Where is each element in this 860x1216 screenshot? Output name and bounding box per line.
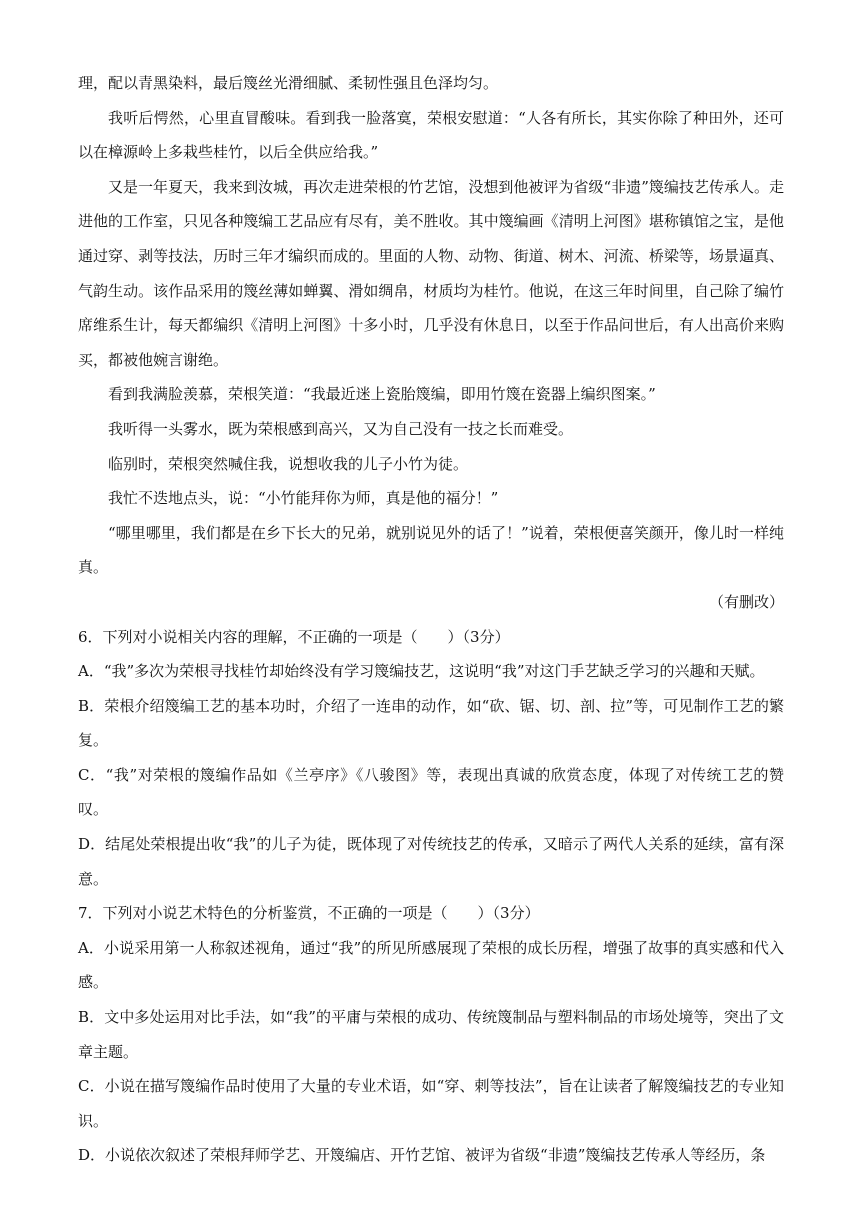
- story-paragraph: 又是一年夏天，我来到汝城，再次走进荣根的竹艺馆，没想到他被评为省级“非遗”篾编技艺传承人。走进他的工作室，只见各种篾编工艺品应有尽有，美不胜收。其中篾编画《清明上河图》堪称镇馆之宝，是他通过穿、剥等技法，历时三年才编织而成的。里面的人物、动物、街道、树木、河流、桥梁等，场景逼真、气韵生动。该作品采用的篾丝薄如蝉翼、滑如绸帛，材质均为桂竹。他说，在这三年时间里，自己除了编竹席维系生计，每天都编织《清明上河图》十多小时，几乎没有休息日，以至于作品问世后，有人出高价来购买，都被他婉言谢绝。: [78, 177, 784, 369]
- story-paragraph: 我听得一头雾水，既为荣根感到高兴，又为自己没有一技之长而难受。: [108, 419, 574, 438]
- story-paragraph: 我忙不迭地点头，说：“小竹能拜你为师，真是他的福分！”: [108, 489, 499, 508]
- question-option-c: C．小说在描写篾编作品时使用了大量的专业术语，如“穿、剌等技法”，旨在让读者了解篾编技艺的专业知识。: [78, 1077, 784, 1130]
- question-option-b: B．文中多处运用对比手法，如“我”的平庸与荣根的成功、传统篾制品与塑料制品的市场处境等，突出了文章主题。: [78, 1008, 784, 1061]
- story-paragraph: “哪里哪里，我们都是在乡下长大的兄弟，就别说见外的话了！”说着，荣根便喜笑颜开，像儿时一样纯真。: [78, 523, 784, 577]
- question-option-a: A．小说采用第一人称叙述视角，通过“我”的所见所感展现了荣根的成长历程，增强了故事的真实感和代入感。: [78, 938, 784, 992]
- question-option-a: A．“我”多次为荣根寻找桂竹却始终没有学习篾编技艺，这说明“我”对这门手艺缺乏学习的兴趣和天赋。: [78, 662, 765, 681]
- story-paragraph: 我听后愕然，心里直冒酸味。看到我一脸落寞，荣根安慰道：“人各有所长，其实你除了种田外，还可以在樟源岭上多栽些桂竹，以后全供应给我。”: [78, 108, 784, 162]
- question-stem: 6．下列对小说相关内容的理解，不正确的一项是（ ）（3分）: [78, 627, 510, 646]
- question-option-d: D．小说依次叙述了荣根拜师学艺、开篾编店、开竹艺馆、被评为省级“非遗”篾编技艺传承人等经历，条: [78, 1146, 766, 1165]
- source-note: （有删改）: [708, 592, 784, 611]
- document-page: [78, 66, 784, 1173]
- story-paragraph: 理，配以青黑染料，最后篾丝光滑细腻、柔韧性强且色泽均匀。: [78, 74, 499, 92]
- story-paragraph: 看到我满脸羡慕，荣根笑道：“我最近迷上瓷胎篾编，即用竹篾在瓷器上编织图案。”: [108, 385, 656, 404]
- question-7: [78, 896, 784, 1173]
- question-option-c: C．“我”对荣根的篾编作品如《兰亭序》《八骏图》等，表现出真诚的欣赏态度，体现了对传统工艺的赞叹。: [78, 765, 784, 819]
- question-option-d: D．结尾处荣根提出收“我”的儿子为徒，既体现了对传统技艺的传承，又暗示了两代人关系的延续，富有深意。: [78, 835, 784, 888]
- question-option-b: B．荣根介绍篾编工艺的基本功时，介绍了一连串的动作，如“砍、锯、切、剖、拉”等，可见制作工艺的繁复。: [78, 696, 784, 750]
- story-paragraph: 临别时，荣根突然喊住我，说想收我的儿子小竹为徒。: [108, 454, 469, 473]
- question-6: [78, 620, 784, 897]
- question-stem: 7．下列对小说艺术特色的分析鉴赏，不正确的一项是（ ）（3分）: [78, 904, 540, 923]
